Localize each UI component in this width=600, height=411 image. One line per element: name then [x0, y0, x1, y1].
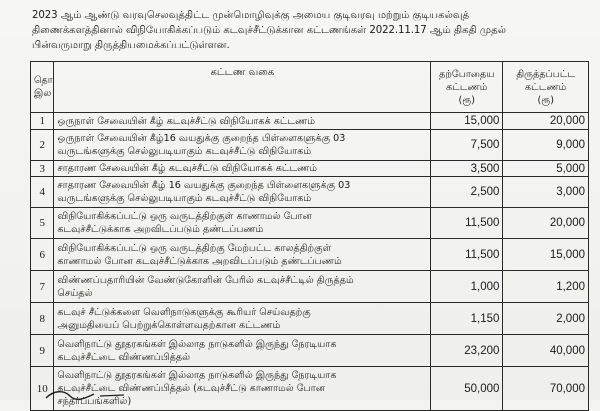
intro-line: திணைக்களத்தினால் விநியோகிக்கப்படும் கடவுச்சீட்டுக்கான கட்டணங்கள் 2022.11.17 ஆம் திகதி முதல் [32, 25, 506, 36]
row-fee-description [54, 177, 431, 208]
fee-description-line: கடவுச் சீட்டுக்களை வெளிநாடுகளுக்கு கூரியர் செய்வதற்கு [57, 306, 311, 318]
fee-description-line: கடவுச்சீட்டை விண்ணப்பித்தல் [57, 351, 191, 363]
row-revised-fee: 5,000 [503, 161, 589, 177]
row-serial-number: 10 [31, 367, 54, 411]
fee-description-line: வெளிநாட்டு தூதரகங்கள் இல்லாத நாடுகளில் இருந்து நேரடியாக [57, 370, 337, 381]
signature-scribble [44, 388, 164, 400]
intro-paragraph [32, 8, 592, 53]
row-serial-number: 4 [31, 177, 54, 208]
row-fee-description [54, 335, 431, 367]
intro-line: 2023 ஆம் ஆண்டு வரவுசெலவுத்திட்ட முன்மொழிவுக்கு அமைய குடிவரவு மற்றும் குடியகல்வுத் [32, 10, 470, 21]
row-revised-fee: 70,000 [503, 367, 589, 411]
row-serial-number: 7 [31, 271, 54, 303]
fee-description-line: ஒருநாள் சேவையின் கீழ்16 வயதுக்கு குறைந்த பிள்ளைகளுக்கு 03 [57, 133, 346, 144]
fee-description-line: வெளிநாட்டு தூதரகங்கள் இல்லாத நாடுகளில் இருந்து நேரடியாக [57, 338, 337, 350]
row-serial-number: 3 [31, 161, 54, 177]
passport-fee-table [30, 61, 589, 411]
row-revised-fee: 9,000 [503, 130, 589, 161]
row-current-fee: 1,000 [431, 271, 503, 303]
row-fee-description [54, 113, 431, 130]
row-current-fee: 3,500 [431, 161, 503, 177]
fee-description-line: செய்தல் [57, 287, 93, 299]
row-revised-fee: 3,000 [503, 177, 589, 208]
row-current-fee: 11,500 [431, 239, 503, 271]
row-fee-description [54, 303, 431, 335]
row-serial-number: 6 [31, 239, 54, 271]
row-revised-fee: 1,200 [503, 271, 589, 303]
table-row [31, 130, 589, 161]
header-serial-line: தொ [34, 75, 53, 86]
row-fee-description [54, 239, 431, 271]
fee-description-line: சாதாரண சேவையின் கீழ் கடவுச்சீட்டு விநியோகக் கட்டணம் [57, 163, 318, 174]
row-revised-fee: 15,000 [503, 239, 589, 271]
row-fee-description [54, 161, 431, 177]
intro-line: பின்வருமாறு திருத்தியமைக்கப்பட்டுள்ளன. [32, 40, 230, 51]
row-current-fee: 23,200 [431, 335, 503, 367]
row-fee-description [54, 130, 431, 161]
fee-description-line: காணாமல் போன கடவுச்சீட்டுக்காக அறவிடப்படும் தண்டப்பணம் [57, 255, 342, 267]
row-revised-fee: 2,000 [503, 303, 589, 335]
row-current-fee: 15,000 [431, 113, 503, 130]
fee-description-line: ஒருநாள் சேவையின் கீழ் கடவுச்சீட்டு விநியோகக் கட்டணம் [57, 115, 316, 127]
fee-description-line: சந்தர்ப்பங்களில்) [57, 396, 132, 407]
fee-description-line: கடவுச்சீட்டை விண்ணப்பித்தல் (கடவுச்சீட்டு காணாமல் போன [57, 383, 326, 394]
table-row [31, 208, 589, 239]
row-serial-number: 5 [31, 208, 54, 239]
table-row [31, 161, 589, 177]
row-serial-number: 2 [31, 130, 54, 161]
header-current-fee [431, 62, 503, 113]
header-current-line: (ரூ) [458, 94, 476, 106]
row-revised-fee: 20,000 [503, 113, 589, 130]
fee-description-line: கடவுச்சீட்டுக்காக அறவிடப்படும் தண்டப்பணம் [57, 224, 264, 235]
row-fee-description [54, 208, 431, 239]
header-fee-type [54, 62, 431, 113]
row-serial-number: 8 [31, 303, 54, 335]
header-serial-number [31, 62, 54, 113]
table-row [31, 177, 589, 208]
header-revised-line: கட்டணம் [525, 81, 567, 93]
row-current-fee: 11,500 [431, 208, 503, 239]
header-serial-line: இல [34, 88, 52, 99]
header-revised-fee [503, 62, 589, 113]
table-row [31, 113, 589, 130]
row-current-fee: 7,500 [431, 130, 503, 161]
fee-description-line: வருடங்களுக்கு செல்லுபடியாகும் கடவுச்சீட்டு விநியோகம் [57, 193, 312, 204]
fee-description-line: விநியோகிக்கப்பட்டு ஒரு வருடத்திற்குள் காணாமல் போன [57, 211, 312, 222]
fee-description-line: அனுமதியைப் பெற்றுக்கொள்ளவதற்கான கட்டணம் [57, 319, 281, 331]
table-row [31, 303, 589, 335]
fee-description-line: விநியோகிக்கப்பட்டு ஒரு வருடத்திற்கு மேற்பட்ட காலத்திற்குள் [57, 242, 332, 254]
row-fee-description [54, 271, 431, 303]
table-row [31, 335, 589, 367]
row-serial-number: 1 [31, 113, 54, 130]
row-current-fee: 2,500 [431, 177, 503, 208]
fee-description-line: வருடங்களுக்கு செல்லுபடியாகும் கடவுச்சீட்டு விநியோகம் [57, 146, 312, 157]
fee-description-line: சாதாரண சேவையின் கீழ் 16 வயதுக்கு குறைந்த பிள்ளைகளுக்கு 03 [57, 180, 351, 191]
table-row [31, 239, 589, 271]
header-revised-line: திருத்தப்பட்ட [516, 68, 576, 80]
header-fee-type-label: கட்டண வகை [210, 67, 275, 78]
table-header [31, 62, 589, 113]
header-current-line: தற்போதைய [439, 68, 495, 80]
fee-description-line: விண்ணப்பதாரியின் வேண்டுகோளின் பேரில் கடவுச்சீட்டில் திருத்தம் [57, 274, 354, 286]
row-revised-fee: 40,000 [503, 335, 589, 367]
row-current-fee: 1,150 [431, 303, 503, 335]
row-current-fee: 50,000 [431, 367, 503, 411]
row-revised-fee: 20,000 [503, 208, 589, 239]
row-serial-number: 9 [31, 335, 54, 367]
header-revised-line: (ரூ) [537, 94, 554, 106]
table-body [31, 113, 589, 411]
header-current-line: கட்டணம் [446, 81, 488, 93]
table-row [31, 271, 589, 303]
